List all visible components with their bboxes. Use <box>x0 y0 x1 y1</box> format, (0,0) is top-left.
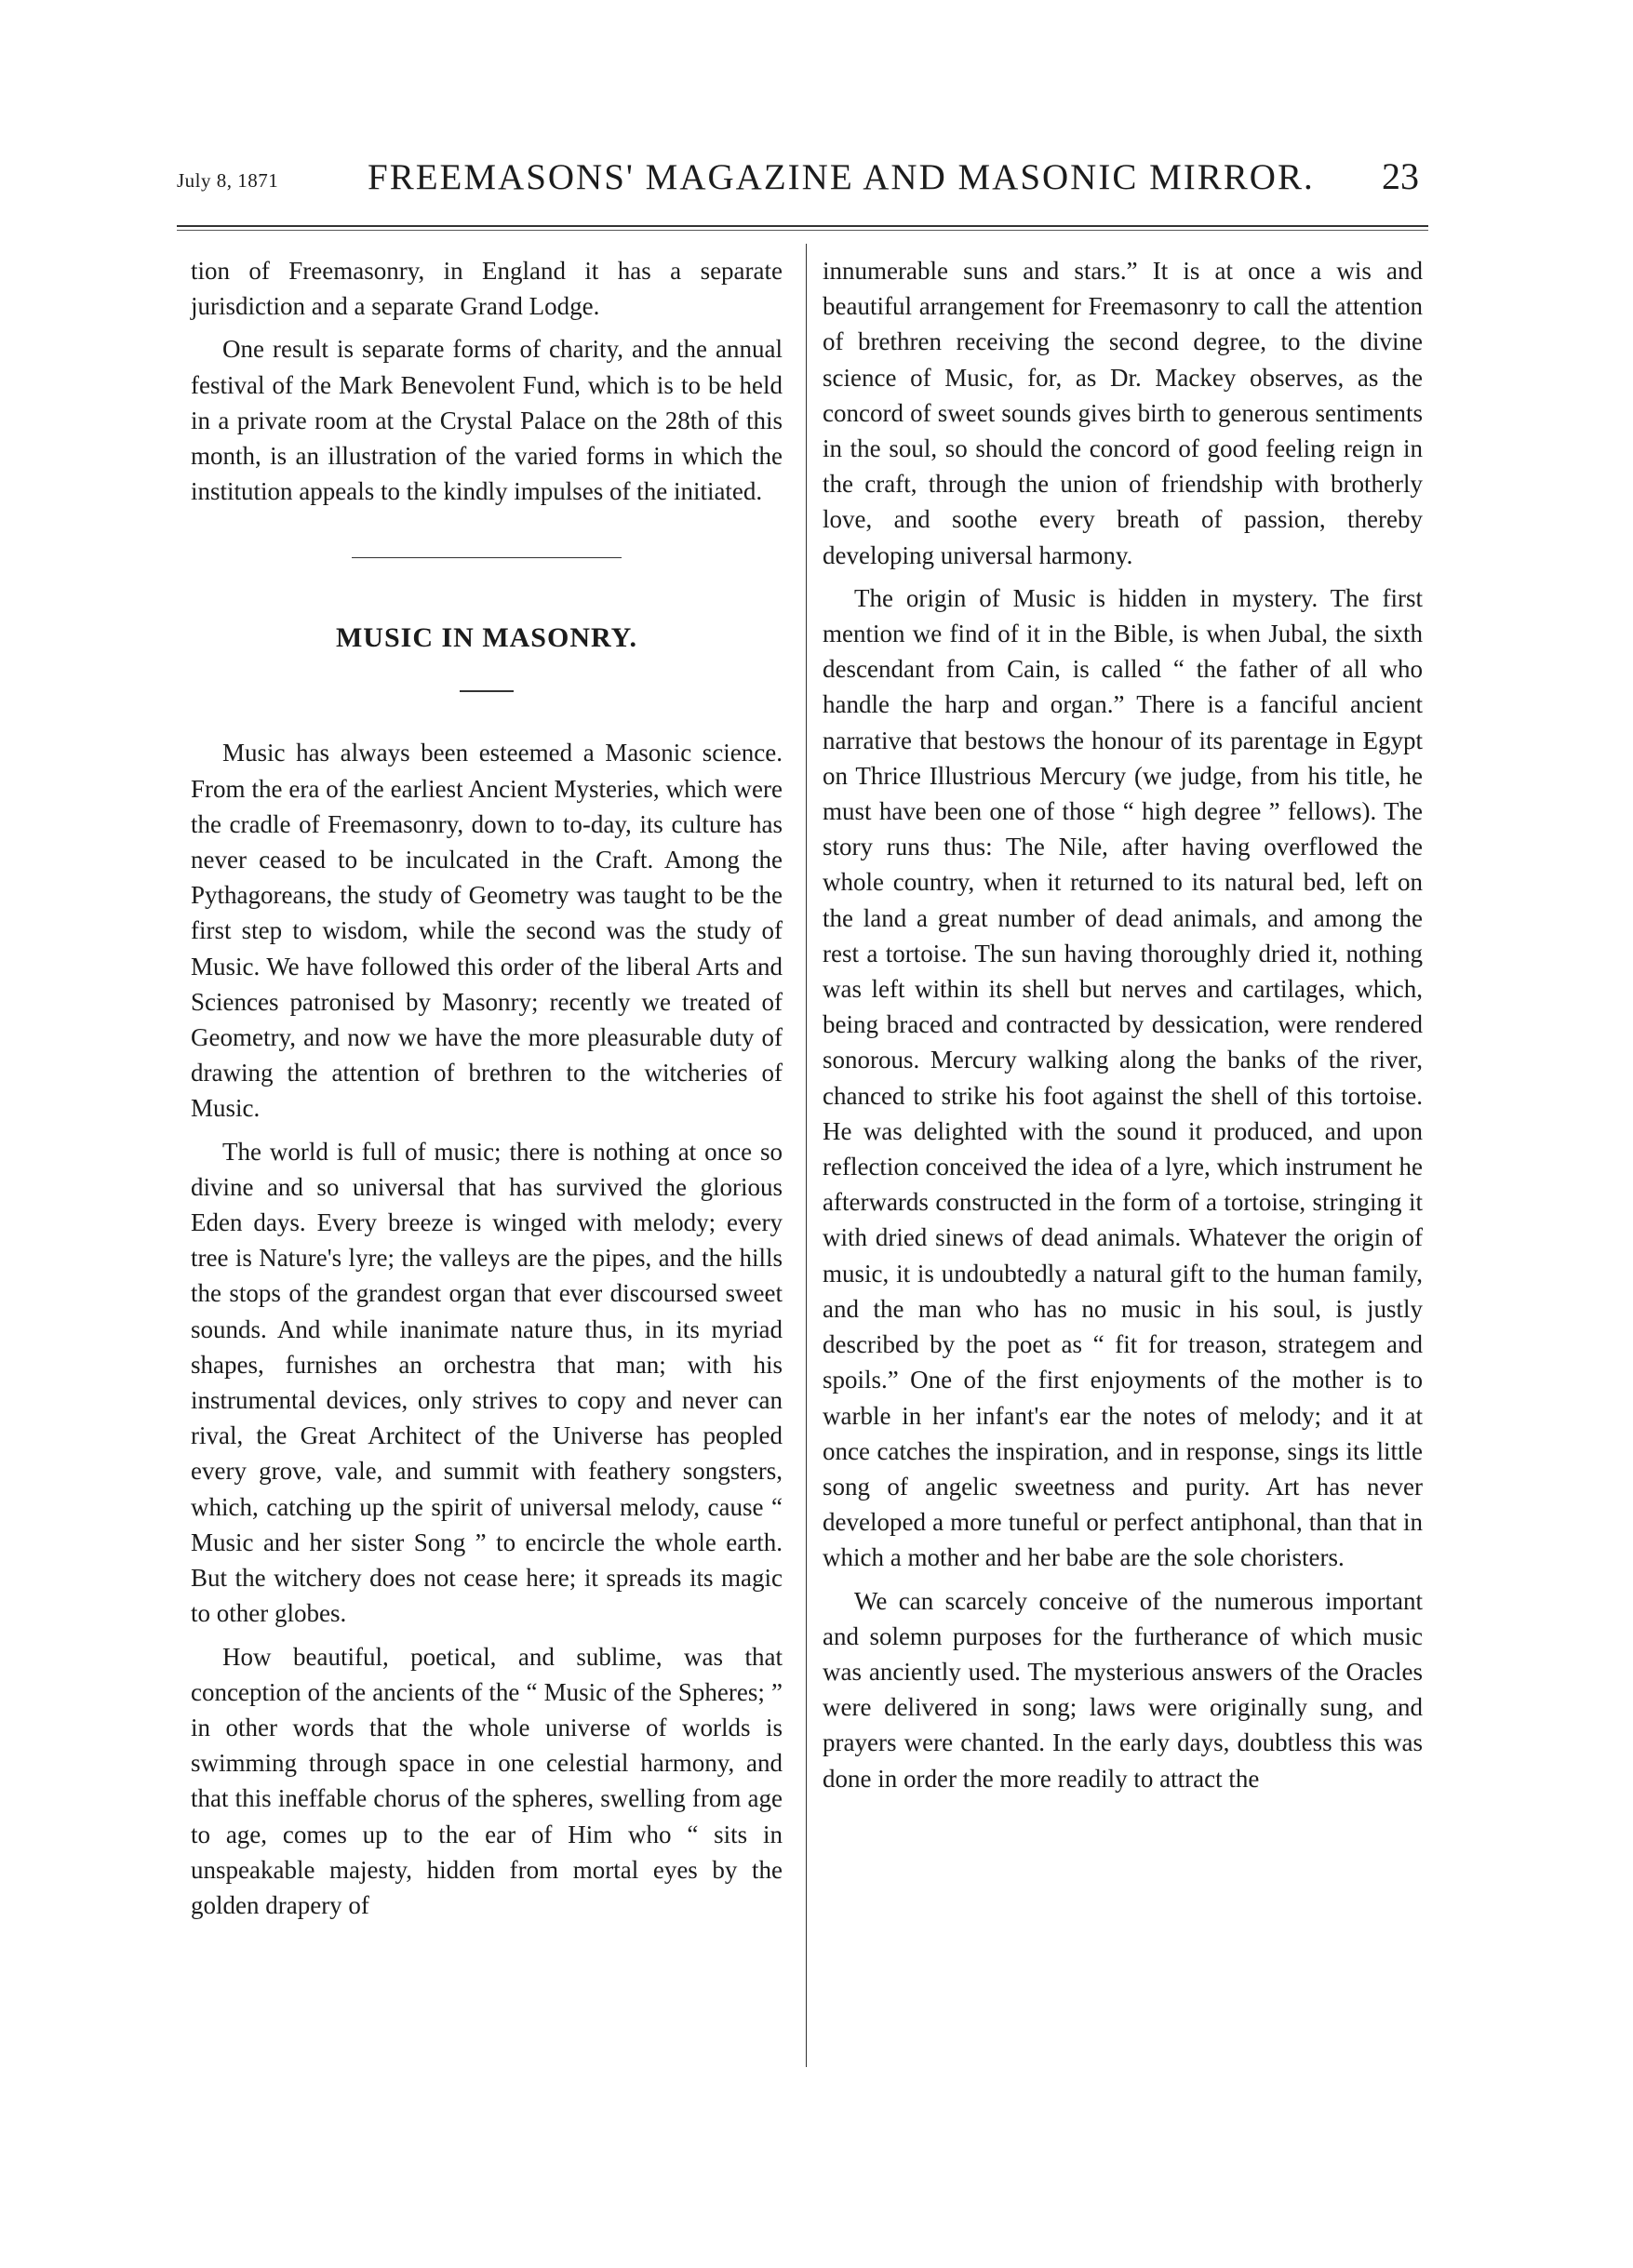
intro-paragraph: One result is separate forms of charity, and the annual festival of the Mark Benevolent Fund, which is to be held in a private room at the Crystal Palace on the 28th of this month, is an illustration of the varied forms in which the institution appeals to the kindly impulses of the initiated. <box>191 335 783 506</box>
article-paragraph: innumerable suns and stars.” It is at once a wis and beautiful arrangement for Freemasonry to call the attention of brethren receiving the second degree, to the divine science of Music, for, as Dr. Mackey observes, as the concord of sweet sounds gives birth to generous sentiments in the soul, so should the concord of good feeling reign in the craft, through the union of friendship with brotherly love, and soothe every breath of passion, thereby developing universal harmony. <box>823 257 1423 569</box>
section-separator <box>352 557 622 558</box>
column-divider <box>806 244 807 2067</box>
magazine-title: FREEMASONS' MAGAZINE AND MASONIC MIRROR. <box>368 157 1315 197</box>
title-underline <box>460 690 514 692</box>
article-paragraph: Music has always been esteemed a Masonic science. From the era of the earliest Ancient Mysteries, which were the cradle of Freemasonry, down to to-day, its culture has never ceased to be inculcated in the Craft. Among the Pythagoreans, the study of Geometry was taught to be the first step to wisdom, while the second was the study of Music. We have followed this order of the liberal Arts and Sciences patronised by Masonry; recently we treated of Geometry, and now we have the more pleasurable duty of drawing the attention of brethren to the witcheries of Music. <box>191 739 783 1123</box>
header-rule <box>177 225 1428 231</box>
left-column <box>191 253 783 1930</box>
intro-paragraph: tion of Freemasonry, in England it has a separate jurisdiction and a separate Grand Lodge. <box>191 257 783 321</box>
article-paragraph: The world is full of music; there is nothing at once so divine and so universal that has survived the glorious Eden days. Every breeze is winged with melody; every tree is Nature's lyre; the valleys are the pipes, and the hills the stops of the grandest organ that ever discoursed sweet sounds. And while inanimate nature thus, in its myriad shapes, furnishes an orchestra that man; with his instrumental devices, only strives to copy and never can rival, the Great Architect of the Universe has peopled every grove, vale, and summit with feathery songsters, which, catching up the spirit of universal melody, cause “ Music and her sister Song ” to encircle the whole earth. But the witchery does not cease here; it spreads its magic to other globes. <box>191 1137 783 1628</box>
right-column <box>823 253 1423 1804</box>
section-title: MUSIC IN MASONRY. <box>335 622 638 654</box>
article-paragraph: How beautiful, poetical, and sublime, was that conception of the ancients of the “ Music of the Spheres; ” in other words that the whole universe of worlds is swimming through space in one celestial harmony, and that this ineffable chorus of the spheres, swelling from age to age, comes up to the ear of Him who “ sits in unspeakable majesty, hidden from mortal eyes by the golden drapery of <box>191 1642 783 1919</box>
article-paragraph: We can scarcely conceive of the numerous important and solemn purposes for the furtherance of which music was anciently used. The mysterious answers of the Oracles were delivered in song; laws were originally sung, and prayers were chanted. In the early days, doubtless this was done in order the more readily to attract the <box>823 1586 1423 1793</box>
page-number: 23 <box>1382 155 1419 197</box>
issue-date: July 8, 1871 <box>177 169 279 192</box>
article-paragraph: The origin of Music is hidden in mystery. The first mention we find of it in the Bible, is when Jubal, the sixth descendant from Cain, is called “ the father of all who handle the harp and organ.” There is a fanciful ancient narrative that bestows the honour of its parentage in Egypt on Thrice Illustrious Mercury (we judge, from his title, he must have been one of those “ high degree ” fellows). The story runs thus: The Nile, after having overflowed the whole country, when it returned to its natural bed, left on the land a great number of dead animals, and among the rest a tortoise. The sun having thoroughly dried it, nothing was left within its shell but nerves and cartilages, which, being braced and contracted by dessication, were rendered sonorous. Mercury walking along the banks of the river, chanced to strike his foot against the shell of this tortoise. He was delighted with the sound it produced, and upon reflection conceived the idea of a lyre, which instrument he afterwards constructed in the form of a tortoise, stringing it with dried sinews of dead animals. Whatever the origin of music, it is undoubtedly a natural gift to the human family, and the man who has no music in his soul, is justly described by the poet as “ fit for treason, strategem and spoils.” One of the first enjoyments of the mother is to warble in her infant's ear the notes of melody; and it at once catches the inspiration, and in response, sings its little song of angelic sweetness and purity. Art has never developed a more tuneful or perfect antiphonal, than that in which a mother and her babe are the sole choristers. <box>823 583 1423 1572</box>
page-header <box>177 149 1438 195</box>
